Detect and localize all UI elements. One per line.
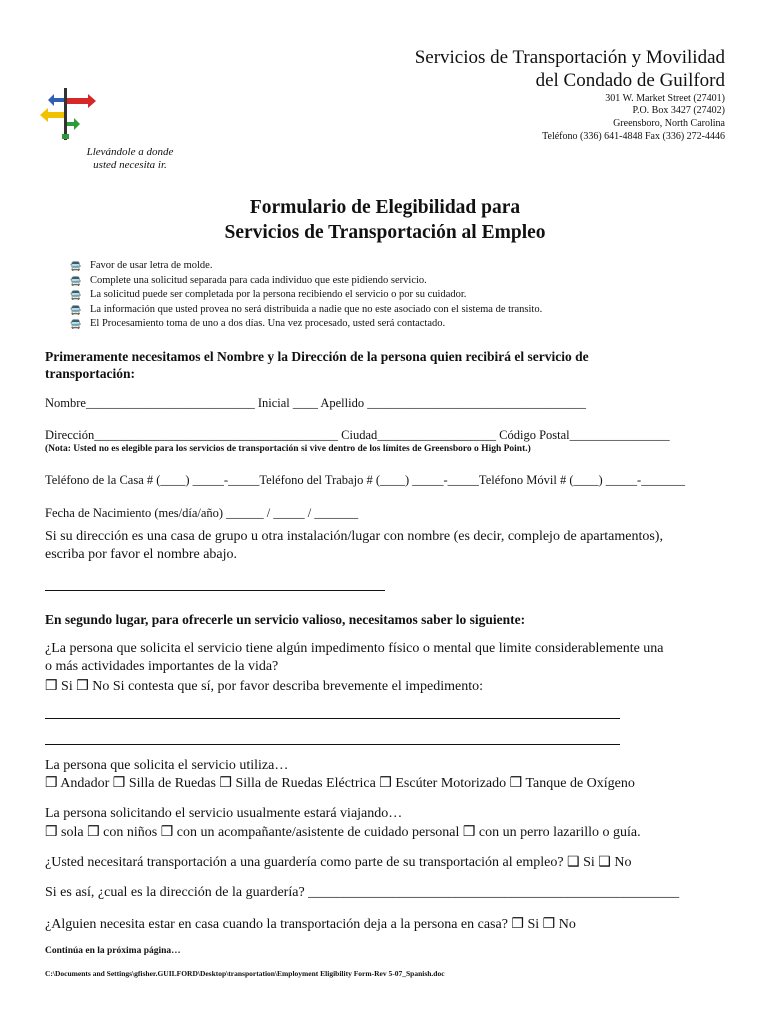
name-field[interactable]: Nombre___________________________ Inicial ____ Apellido ___________________________________ — [45, 396, 586, 410]
bus-icon: 🚍 — [70, 290, 82, 301]
impairment-question-line2: o más actividades importantes de la vida? — [45, 659, 279, 674]
address-line: 301 W. Market Street (27401) — [605, 93, 725, 104]
instruction-item: 🚍 Favor de usar letra de molde. — [70, 259, 542, 274]
tagline-line2: usted necesita ir. — [93, 159, 167, 171]
impairment-question-line1: ¿La persona que solicita el servicio tiene algún impedimento físico o mental que limite considerablemente una — [45, 641, 664, 656]
group-home-name-field[interactable] — [45, 590, 385, 591]
daycare-question[interactable]: ¿Usted necesitará transportación a una guardería como parte de su transportación al empleo? ❑ Si ❑ No — [45, 855, 632, 870]
mobility-aid-options[interactable]: ❒ Andador ❒ Silla de Ruedas ❒ Silla de Ruedas Eléctrica ❒ Escúter Motorizado ❒ Tanque de Oxígeno — [45, 776, 635, 791]
tagline-line1: Llevándole a donde — [86, 146, 174, 158]
bus-icon: 🚍 — [70, 261, 82, 271]
address-line: P.O. Box 3427 (27402) — [632, 105, 725, 116]
logo-arrows-icon — [36, 84, 98, 144]
travel-companion-label: La persona solicitando el servicio usualmente estará viajando… — [45, 806, 403, 821]
section2-heading: En segundo lugar, para ofrecerle un servicio valioso, necesitamos saber lo siguiente: — [45, 612, 526, 627]
bus-icon: 🚍 — [70, 304, 82, 315]
impairment-description-line[interactable] — [45, 744, 620, 745]
impairment-options[interactable]: ❒ Si ❒ No Si contesta que sí, por favor describa brevemente el impedimento: — [45, 679, 483, 694]
travel-companion-options[interactable]: ❒ sola ❒ con niños ❒ con un acompañante/asistente de cuidado personal ❒ con un perro lazarillo o guía. — [45, 825, 641, 840]
bus-icon: 🚍 — [70, 275, 82, 286]
continue-note: Continúa en la próxima página… — [45, 946, 181, 956]
address-field[interactable]: Dirección_______________________________________ Ciudad___________________ Código Postal________________ — [45, 428, 670, 442]
daycare-address-field[interactable]: Si es así, ¿cual es la dirección de la guardería? _____________________________________________________ — [45, 885, 680, 900]
bus-icon: 🚍 — [70, 319, 82, 330]
form-title-line1: Formulario de Elegibilidad para — [249, 197, 521, 218]
org-name-line2: del Condado de Guilford — [535, 70, 725, 91]
birth-date-field[interactable]: Fecha de Nacimiento (mes/día/año) ______ / _____ / _______ — [45, 506, 359, 520]
phone-fields[interactable]: Teléfono de la Casa # (____) _____-_____Teléfono del Trabajo # (____) _____-_____Teléfono Móvil # (____) _____-_______ — [45, 473, 685, 487]
impairment-description-line[interactable] — [45, 718, 620, 719]
group-home-prompt-line2: escriba por favor el nombre abajo. — [45, 547, 238, 562]
instruction-item: 🚍 El Procesamiento toma de uno a dos días. Una vez procesado, usted será contactado. — [70, 317, 542, 332]
file-path-footer: C:\Documents and Settings\gfisher.GUILFORD\Desktop\transportation\Employment Eligibility Form-Rev 5-07_Spanish.doc — [45, 969, 445, 978]
tagline — [60, 146, 200, 172]
group-home-prompt-line1: Si su dirección es una casa de grupo u otra instalación/lugar con nombre (es decir, complejo de apartamentos), — [45, 529, 663, 544]
org-name-line1: Servicios de Transportación y Movilidad — [414, 47, 725, 68]
instruction-item: 🚍 Complete una solicitud separada para cada individuo que este pidiendo servicio. — [70, 274, 542, 289]
home-presence-question[interactable]: ¿Alguien necesita estar en casa cuando la transportación deja a la persona en casa? ❒ Si ❒ No — [45, 917, 576, 932]
section1-heading-line1: Primeramente necesitamos el Nombre y la Dirección de la persona quien recibirá el servicio de — [45, 349, 589, 364]
eligibility-note: (Nota: Usted no es elegible para los servicios de transportación si vive dentro de los límites de Greensboro o High Point.) — [45, 444, 531, 454]
address-line: Greensboro, North Carolina — [613, 118, 725, 129]
instruction-item: 🚍 La solicitud puede ser completada por la persona recibiendo el servicio o por su cuidador. — [70, 288, 542, 303]
address-line: Teléfono (336) 641-4848 Fax (336) 272-4446 — [542, 131, 725, 142]
mobility-aid-label: La persona que solicita el servicio utiliza… — [45, 758, 289, 773]
instruction-item: 🚍 La información que usted provea no será distribuida a nadie que no este asociado con el sistema de transito. — [70, 303, 542, 318]
instructions-list — [70, 259, 542, 332]
section1-heading-line2: transportación: — [45, 366, 135, 381]
form-title-line2: Servicios de Transportación al Empleo — [224, 222, 546, 243]
